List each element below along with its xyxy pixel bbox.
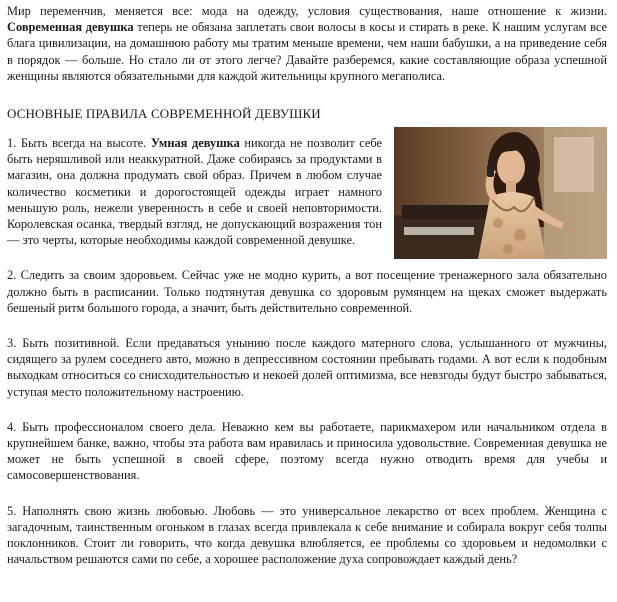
intro-text-end: теперь не обязана заплетать свои волосы в косы и стирать в реке. К нашим услугам все блага цивилизации, на домашнюю работу мы тратим меньше времени, чем наши бабушки, а на приведение себя в порядок — больше. Но стало ли от этого легче? Давайте разберемся, какие составляющие образа успешной женщины являются обязательными для каждой жительницы крупного мегаполиса. — [7, 20, 607, 83]
rule-1-start: 1. Быть всегда на высоте. — [7, 136, 151, 151]
intro-bold-phrase: Современная девушка — [7, 20, 134, 35]
section-heading: ОСНОВНЫЕ ПРАВИЛА СОВРЕМЕННОЙ ДЕВУШКИ — [7, 106, 321, 122]
rule-5: 5. Наполнять свою жизнь любовью. Любовь — это универсальное лекарство от всех проблем. Женщина с загадочным, таинственным огоньком в глазах всегда привлекала к себе внимание и собирала вокруг себя толпы поклонников. Стоит ли говорить, что когда девушка влюбляется, ее проблемы со здоровьем и недомолвки с начальством решаются сами по себе, а хорошее расположение духа сопровождает каждый день? — [7, 503, 607, 567]
rule-1-bold-phrase: Умная девушка — [150, 136, 240, 151]
woman-photo — [394, 127, 607, 259]
intro-text-start: Мир переменчив, меняется все: мода на одежду, условия существования, наше отношение к жизни. — [7, 4, 607, 18]
woman-photo-icon — [394, 127, 607, 259]
rule-3: 3. Быть позитивной. Если предаваться унынию после каждого матерного слова, услышанного от мужчины, сидящего за рулем соседнего авто, можно в депрессивном состоянии пребывать годами. А вот если к подобным выходкам относиться со снисходительностью и некоей долей оптимизма, все невзгоды будут быстро забываться, уступая место положительному настроению. — [7, 336, 607, 399]
rule-1-end: никогда не позволит себе быть неряшливой или неаккуратной. Даже собираясь за продуктами в магазин, она должна продумать свой образ. Причем в любом случае количество косметики и дорогостоящей одежды играет намного меньшую роль, нежели уверенность в себе и своей неповторимости. Королевская осанка, твердый взгляд, не допускающий возражения тон — это черты, которые необходимы каждой современной девушке. — [7, 136, 382, 248]
rule-2: 2. Следить за своим здоровьем. Сейчас уже не модно курить, а вот посещение тренажерного зала обязательно должно быть в расписании. Только подтянутая девушка со здоровым румянцем на щеках сможет выдержать бешеный ритм большого города, а значит, быть действительно современной. — [7, 268, 607, 315]
rule-4: 4. Быть профессионалом своего дела. Неважно кем вы работаете, парикмахером или начальником отдела в крупнейшем банке, важно, чтобы эта работа вам нравилась и приносила удовольствие. Современная девушка не может не быть успешной в своей сфере, поэтому всегда нужно отводить время для учебы и самосовершенствования. — [7, 419, 607, 483]
intro-paragraph — [7, 3, 607, 84]
